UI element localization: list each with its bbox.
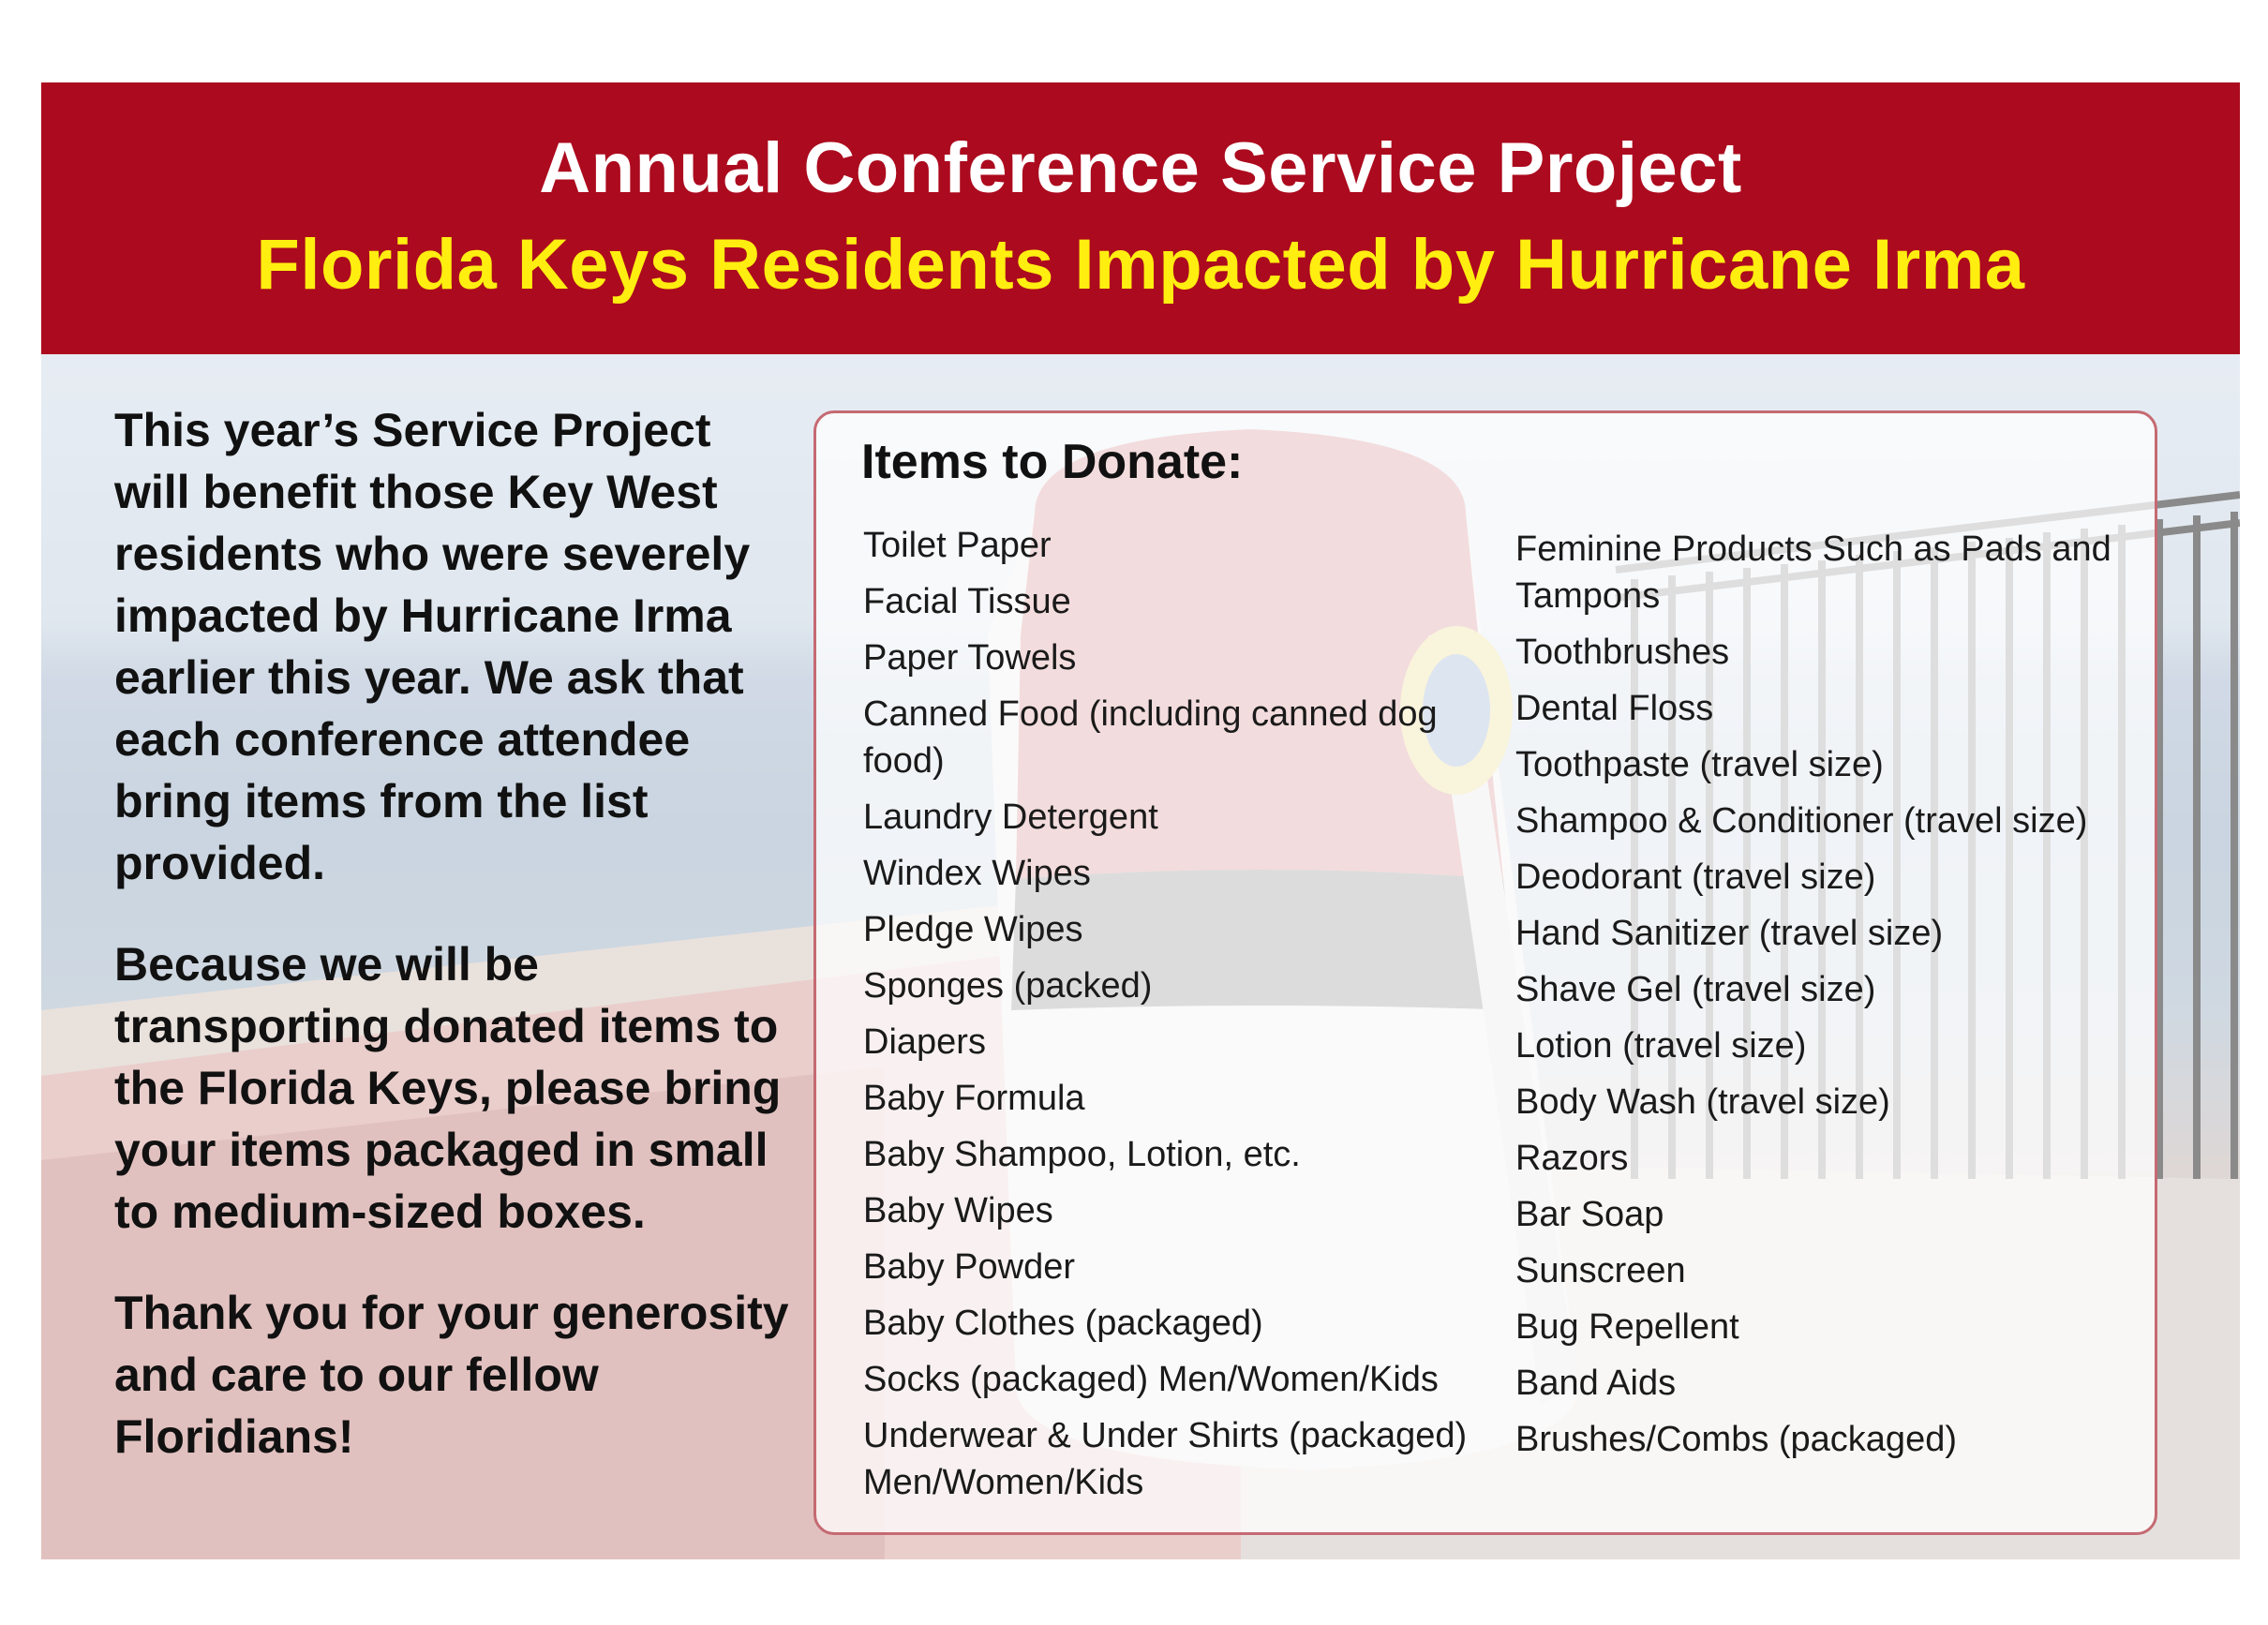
list-item: Toothpaste (travel size): [1515, 745, 1884, 784]
list-item: Bug Repellent: [1515, 1307, 1739, 1347]
list-item: Dental Floss: [1515, 689, 1714, 728]
list-item: Diapers: [863, 1022, 986, 1062]
list-item: Baby Wipes: [863, 1191, 1053, 1230]
list-item: Canned Food (including canned dog food): [863, 694, 1438, 781]
list-item: Toilet Paper: [863, 526, 1052, 565]
list-item: Body Wash (travel size): [1515, 1082, 1890, 1122]
list-item: Baby Clothes (packaged): [863, 1304, 1263, 1343]
intro-text: [114, 399, 789, 1507]
list-item: Bar Soap: [1515, 1195, 1664, 1234]
donate-title: Items to Donate:: [861, 435, 1244, 489]
list-item: Sponges (packed): [863, 966, 1153, 1006]
items-to-donate-box: [813, 410, 2157, 1535]
list-item: Sunscreen: [1515, 1251, 1686, 1290]
list-item: Band Aids: [1515, 1364, 1677, 1403]
banner-title: Annual Conference Service Project: [539, 128, 1742, 208]
flyer: [41, 82, 2240, 1559]
list-item: Paper Towels: [863, 638, 1077, 678]
list-item: Baby Shampoo, Lotion, etc.: [863, 1135, 1301, 1174]
list-item: Deodorant (travel size): [1515, 857, 1876, 897]
list-item: Underwear & Under Shirts (packaged) Men/Women/Kids: [863, 1416, 1468, 1502]
list-item: Pledge Wipes: [863, 910, 1083, 949]
intro-paragraph: This year’s Service Project will benefit those Key West residents who were severely impacted by Hurricane Irma earlier this year. We ask that each conference attendee bring items from the list provided.: [114, 404, 751, 889]
list-item: Razors: [1515, 1139, 1629, 1178]
list-item: Shampoo & Conditioner (travel size): [1515, 801, 2088, 841]
list-item: Socks (packaged) Men/Women/Kids: [863, 1360, 1439, 1399]
list-item: Feminine Products Such as Pads and Tampons: [1515, 529, 2111, 616]
list-item: Hand Sanitizer (travel size): [1515, 914, 1944, 953]
donate-list-right: [1515, 526, 2115, 1472]
thank-you-paragraph: Thank you for your generosity and care to our fellow Floridians!: [114, 1287, 789, 1463]
list-item: Brushes/Combs (packaged): [1515, 1420, 1957, 1459]
list-item: Windex Wipes: [863, 854, 1091, 893]
list-item: Baby Powder: [863, 1247, 1076, 1287]
list-item: Facial Tissue: [863, 582, 1071, 621]
list-item: Toothbrushes: [1515, 633, 1730, 672]
list-item: Shave Gel (travel size): [1515, 970, 1876, 1009]
list-item: Baby Formula: [863, 1079, 1085, 1118]
donate-list-left: [863, 522, 1472, 1515]
header-banner: [41, 82, 2240, 354]
list-item: Lotion (travel size): [1515, 1026, 1807, 1066]
list-item: Laundry Detergent: [863, 798, 1158, 837]
banner-subtitle: Florida Keys Residents Impacted by Hurricane Irma: [256, 225, 2025, 305]
intro-paragraph: Because we will be transporting donated items to the Florida Keys, please bring your items packaged in small to medium-sized boxes.: [114, 938, 782, 1238]
